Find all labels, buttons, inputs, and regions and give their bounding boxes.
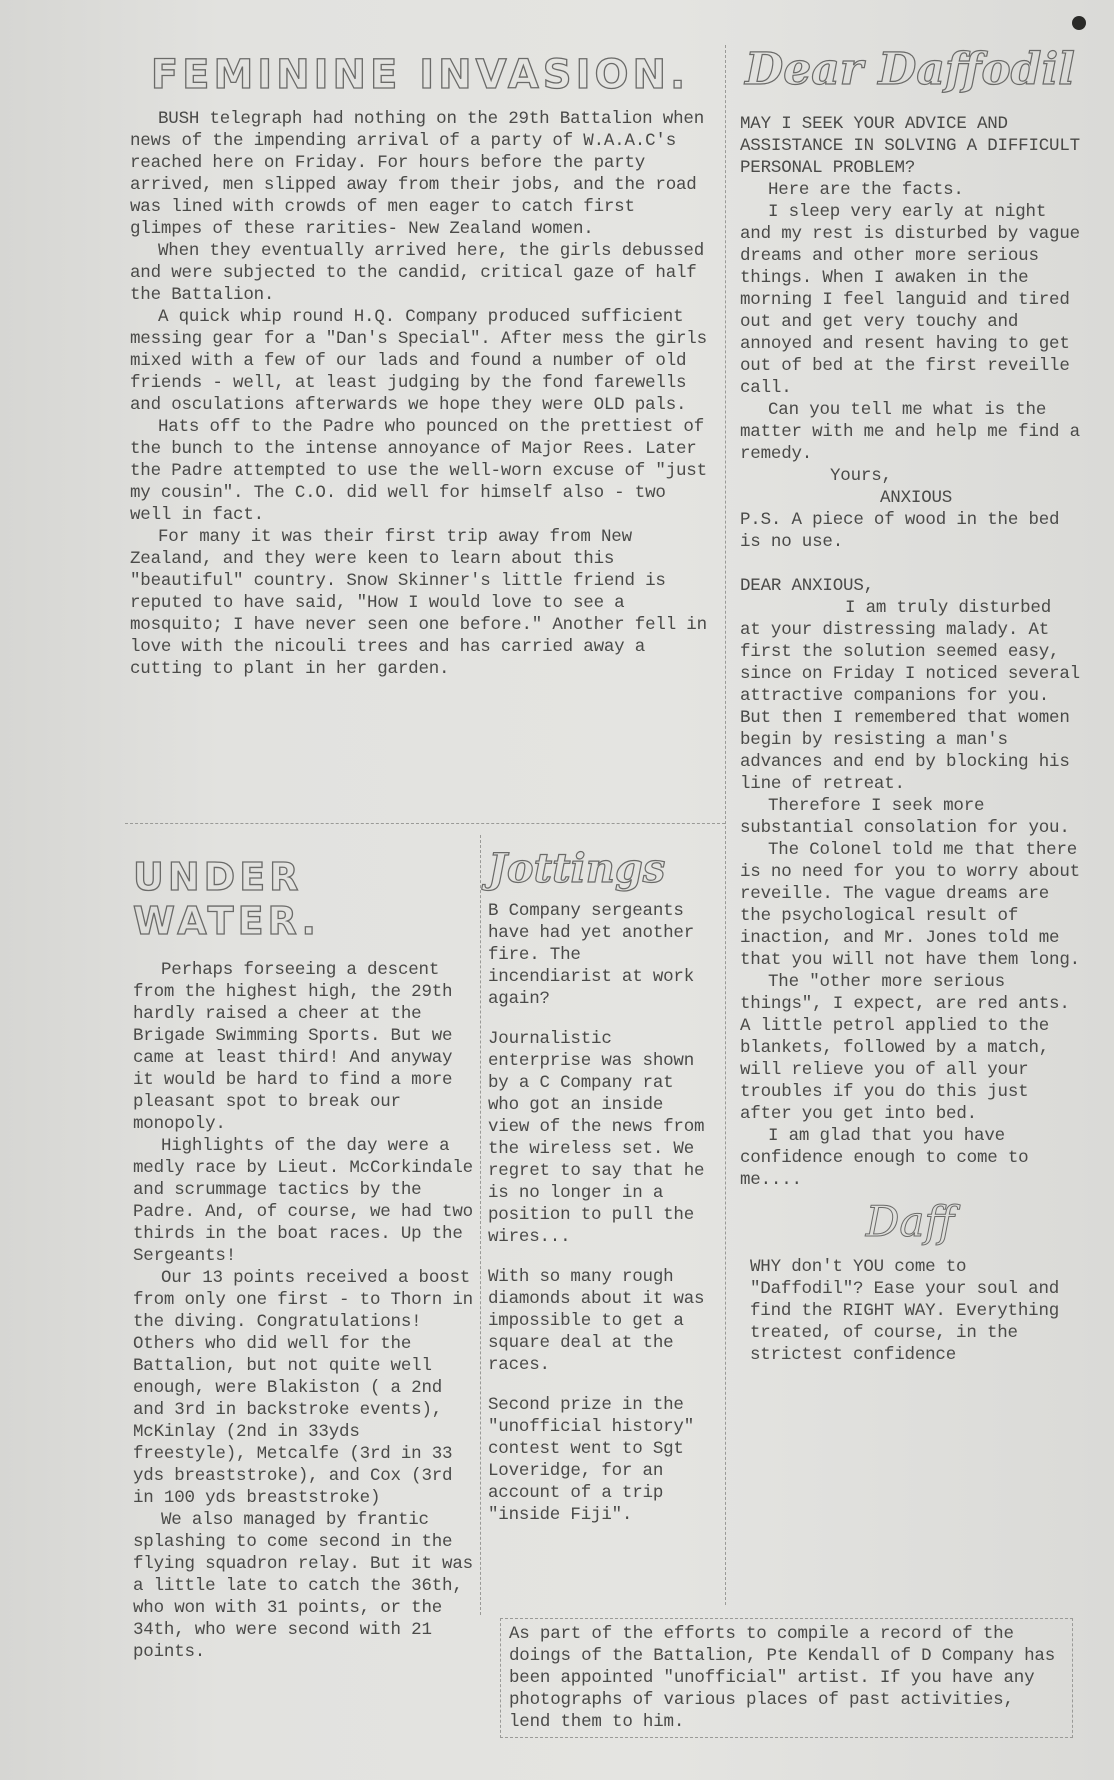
letter-closing: Yours,	[830, 466, 892, 486]
article-paragraph: Highlights of the day were a medly race by Lieut. McCorkindale and scrummage tactics by the Padre. And, of course, we had two thirds in the boat races. Up the Sergeants!	[133, 1136, 484, 1266]
notice-text: As part of the efforts to compile a record of the doings of the Battalion, Pte Kendall of D Company has been appointed "unofficial" artist. If you have any photographs of various places of past activities, lend them to him.	[509, 1624, 1066, 1732]
letter-paragraph: Can you tell me what is the matter with me and help me find a remedy.	[740, 400, 1091, 464]
letter-paragraph: I sleep very early at night and my rest is disturbed by vague dreams and other more serious things. When I awaken in the morning I feel languid and tired out and get very touchy and annoyed and resent having to get out of bed at the first reveille call.	[740, 202, 1091, 398]
jotting-item: Second prize in the "unofficial history" contest went to Sgt Loveridge, for an account of a trip "inside Fiji".	[488, 1395, 705, 1525]
feminine-invasion-article	[130, 52, 718, 680]
column-divider	[480, 835, 481, 1615]
reply-paragraph: I am truly disturbed at your distressing malady. At first the solution seemed easy, since on Friday I noticed several attractive companions for you. But then I remembered that women begin by resisting a man's advances and end by blocking his line of retreat.	[740, 598, 1091, 794]
letter-intro: MAY I SEEK YOUR ADVICE AND ASSISTANCE IN SOLVING A DIFFICULT PERSONAL PROBLEM?	[740, 114, 1091, 178]
article-paragraph: Our 13 points received a boost from only one first - to Thorn in the diving. Congratulations! Others who did well for the Battalion, but not quite well enough, were Blakiston ( a 2nd and 3rd in backstroke events), McKinlay (2nd in 33yds freestyle), Metcalfe (3rd in 33 yds breaststroke), and Cox (3rd in 100 yds breaststroke)	[133, 1268, 484, 1508]
reply-paragraph: The "other more serious things", I expect, are red ants. A little petrol applied to the blankets, followed by a match, will relieve you of all your troubles if you do this just after you get into bed.	[740, 972, 1080, 1124]
notice-box	[500, 1618, 1073, 1738]
daff-signature: Daff	[865, 1197, 955, 1246]
article-paragraph: BUSH telegraph had nothing on the 29th Battalion when news of the impending arrival of a party of W.A.A.C's reached here on Friday. For hours before the party arrived, men slipped away from their jobs, and the road was lined with crowds of men eager to catch first glimpes of these rarities- New Zealand women.	[130, 109, 715, 239]
article-paragraph: A quick whip round H.Q. Company produced sufficient messing gear for a "Dan's Special". After mess the girls mixed with a few of our lads and found a number of old friends - well, at least judging by the fond farewells and osculations afterwards we hope they were OLD pals.	[130, 307, 718, 415]
article-paragraph: Hats off to the Padre who pounced on the prettiest of the bunch to the intense annoyance of Major Rees. Later the Padre attempted to use the well-worn excuse of "just my cousin". The C.O. did well for himself also - two well in fact.	[130, 417, 718, 525]
reply-paragraph: I am glad that you have confidence enough to come to me....	[740, 1126, 1039, 1190]
article-paragraph: We also managed by frantic splashing to come second in the flying squadron relay. But it was a little late to catch the 36th, who won with 31 points, or the 34th, who were second with 21 points.	[133, 1510, 484, 1662]
jottings-column	[488, 845, 715, 1526]
reply-paragraph: Therefore I seek more substantial consolation for you.	[740, 796, 1070, 838]
ink-blot-mark	[1072, 16, 1086, 30]
article-paragraph: For many it was their first trip away from New Zealand, and they were keen to learn about this "beautiful" country. Snow Skinner's little friend is reputed to have said, "How I would love to see a mosquito; I have never seen one before." Another fell in love with the nicouli trees and has carried away a cutting to plant in her garden.	[130, 527, 718, 679]
reply-salutation: DEAR ANXIOUS,	[740, 576, 874, 596]
dear-daffodil-title: Dear Daffodil	[745, 44, 1075, 95]
column-divider	[725, 45, 726, 1605]
dear-daffodil-column	[740, 44, 1091, 1366]
feminine-invasion-title: FEMININE INVASION.	[150, 52, 690, 98]
under-water-article	[133, 855, 484, 1663]
jotting-item: Journalistic enterprise was shown by a C Company rat who got an inside view of the news from the wireless set. We regret to say that he is no longer in a position to pull the wires...	[488, 1029, 715, 1247]
jotting-item: With so many rough diamonds about it was impossible to get a square deal at the races.	[488, 1267, 715, 1375]
article-paragraph: When they eventually arrived here, the girls debussed and were subjected to the candid, critical gaze of half the Battalion.	[130, 241, 715, 305]
jottings-title: Jottings	[488, 845, 666, 892]
section-divider	[125, 823, 725, 824]
under-water-title: UNDER WATER.	[133, 855, 320, 943]
jotting-item: B Company sergeants have had yet another fire. The incendiarist at work again?	[488, 901, 705, 1009]
letter-postscript: P.S. A piece of wood in the bed is no use.	[740, 510, 1070, 552]
article-paragraph: Perhaps forseeing a descent from the highest high, the 29th hardly raised a cheer at the Brigade Swimming Sports. But we came at least third! And anyway it would be hard to find a more pleasant spot to break our monopoly.	[133, 960, 463, 1134]
letter-signoff: ANXIOUS	[880, 488, 953, 508]
daffodil-promo: WHY don't YOU come to "Daffodil"? Ease your soul and find the RIGHT WAY. Everything treated, of course, in the strictest confidence	[750, 1257, 1070, 1365]
letter-paragraph: Here are the facts.	[768, 180, 964, 200]
reply-paragraph: The Colonel told me that there is no need for you to worry about reveille. The vague dreams are the psychological result of inaction, and Mr. Jones told me that you will not have them long.	[740, 840, 1091, 970]
